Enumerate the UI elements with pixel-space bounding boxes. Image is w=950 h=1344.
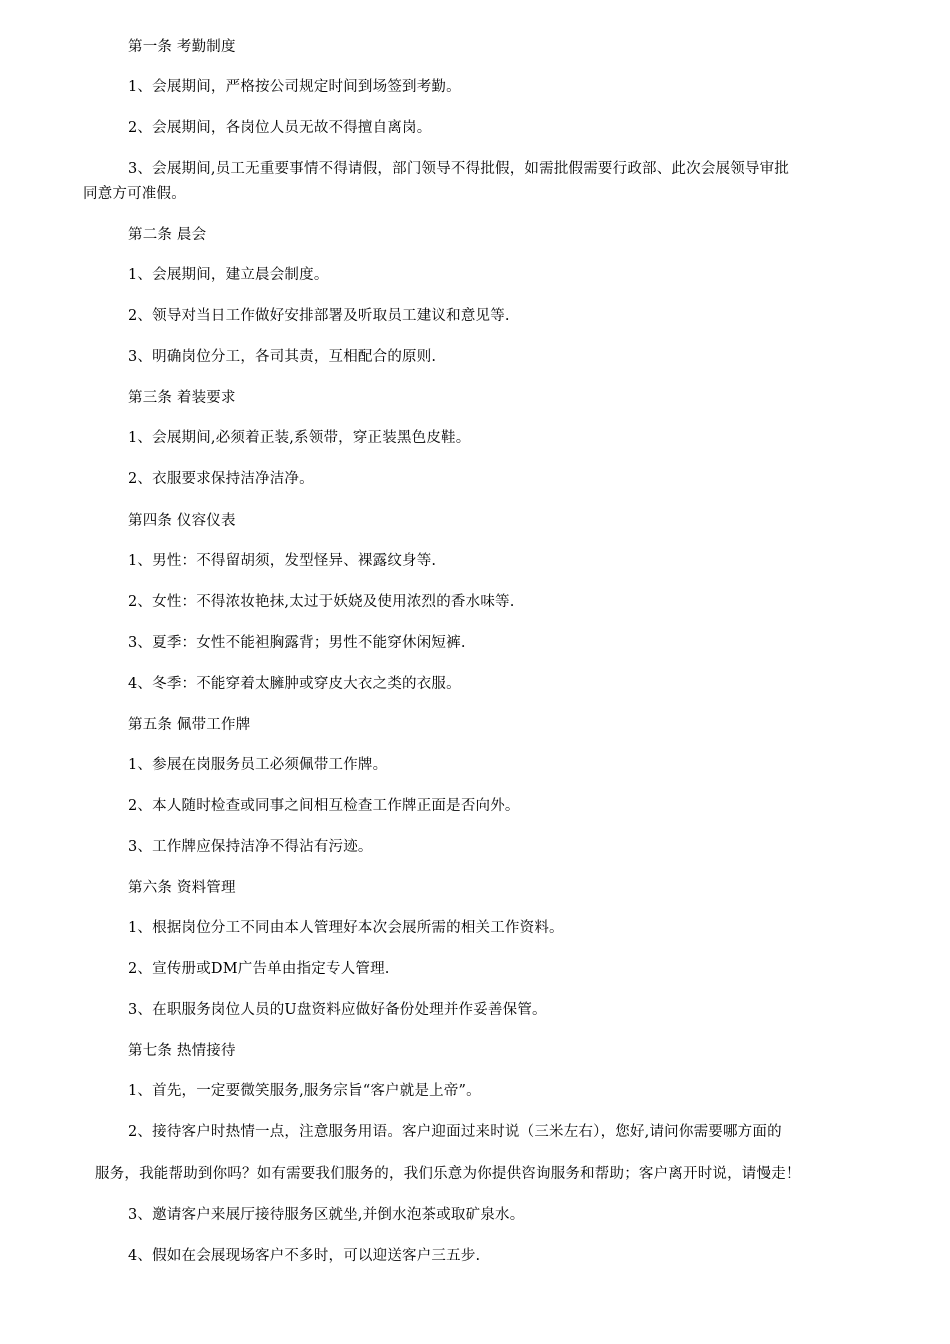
paragraph-line: 1、男性：不得留胡须，发型怪异、裸露纹身等. xyxy=(128,553,437,569)
paragraph-line: 4、冬季：不能穿着太臃肿或穿皮大衣之类的衣服。 xyxy=(128,676,461,692)
section-heading-attendance: 第一条 考勤制度 xyxy=(128,39,236,55)
paragraph-line: 2、女性：不得浓妆艳抹,太过于妖娆及使用浓烈的香水味等. xyxy=(128,594,515,610)
paragraph-line: 1、会展期间,必须着正装,系领带，穿正装黑色皮鞋。 xyxy=(128,430,471,446)
paragraph-line: 2、会展期间，各岗位人员无故不得擅自离岗。 xyxy=(128,120,432,136)
paragraph-line: 3、邀请客户来展厅接待服务区就坐,并倒水泡茶或取矿泉水。 xyxy=(128,1207,525,1223)
paragraph-line: 1、会展期间，严格按公司规定时间到场签到考勤。 xyxy=(128,79,461,95)
paragraph-line: 2、领导对当日工作做好安排部署及听取员工建议和意见等. xyxy=(128,308,510,324)
section-heading-materials: 第六条 资料管理 xyxy=(128,880,236,896)
section-heading-work-badge: 第五条 佩带工作牌 xyxy=(128,717,251,733)
paragraph-line: 3、会展期间,员工无重要事情不得请假，部门领导不得批假，如需批假需要行政部、此次会展领导审批 xyxy=(128,161,790,177)
section-heading-morning-meeting: 第二条 晨会 xyxy=(128,227,207,243)
paragraph-line: 1、根据岗位分工不同由本人管理好本次会展所需的相关工作资料。 xyxy=(128,920,564,936)
paragraph-line: 3、在职服务岗位人员的U盘资料应做好备份处理并作妥善保管。 xyxy=(128,1002,547,1018)
paragraph-line: 1、会展期间，建立晨会制度。 xyxy=(128,267,329,283)
paragraph-line: 1、首先，一定要微笑服务,服务宗旨“客户就是上帝”。 xyxy=(128,1083,481,1099)
paragraph-line: 2、接待客户时热情一点，注意服务用语。客户迎面过来时说（三米左右），您好,请问你需要哪方面的 xyxy=(128,1124,782,1140)
paragraph-line: 3、工作牌应保持洁净不得沾有污迹。 xyxy=(128,839,373,855)
paragraph-line: 4、假如在会展现场客户不多时，可以迎送客户三五步. xyxy=(128,1248,481,1264)
section-heading-dress-code: 第三条 着装要求 xyxy=(128,390,236,406)
paragraph-line: 3、夏季：女性不能袒胸露背；男性不能穿休闲短裤. xyxy=(128,635,466,651)
paragraph-line: 2、宣传册或DM广告单由指定专人管理. xyxy=(128,961,390,977)
paragraph-line: 2、衣服要求保持洁净洁净。 xyxy=(128,471,314,487)
section-heading-reception: 第七条 热情接待 xyxy=(128,1043,236,1059)
paragraph-line: 1、参展在岗服务员工必须佩带工作牌。 xyxy=(128,757,388,773)
paragraph-line: 3、明确岗位分工，各司其责，互相配合的原则. xyxy=(128,349,437,365)
section-heading-appearance: 第四条 仪容仪表 xyxy=(128,513,236,529)
paragraph-line-continued: 同意方可准假。 xyxy=(83,186,186,202)
paragraph-line-continued: 服务，我能帮助到你吗？如有需要我们服务的，我们乐意为你提供咨询服务和帮助；客户离开时说，请慢走！ xyxy=(95,1166,801,1182)
paragraph-line: 2、本人随时检查或同事之间相互检查工作牌正面是否向外。 xyxy=(128,798,520,814)
